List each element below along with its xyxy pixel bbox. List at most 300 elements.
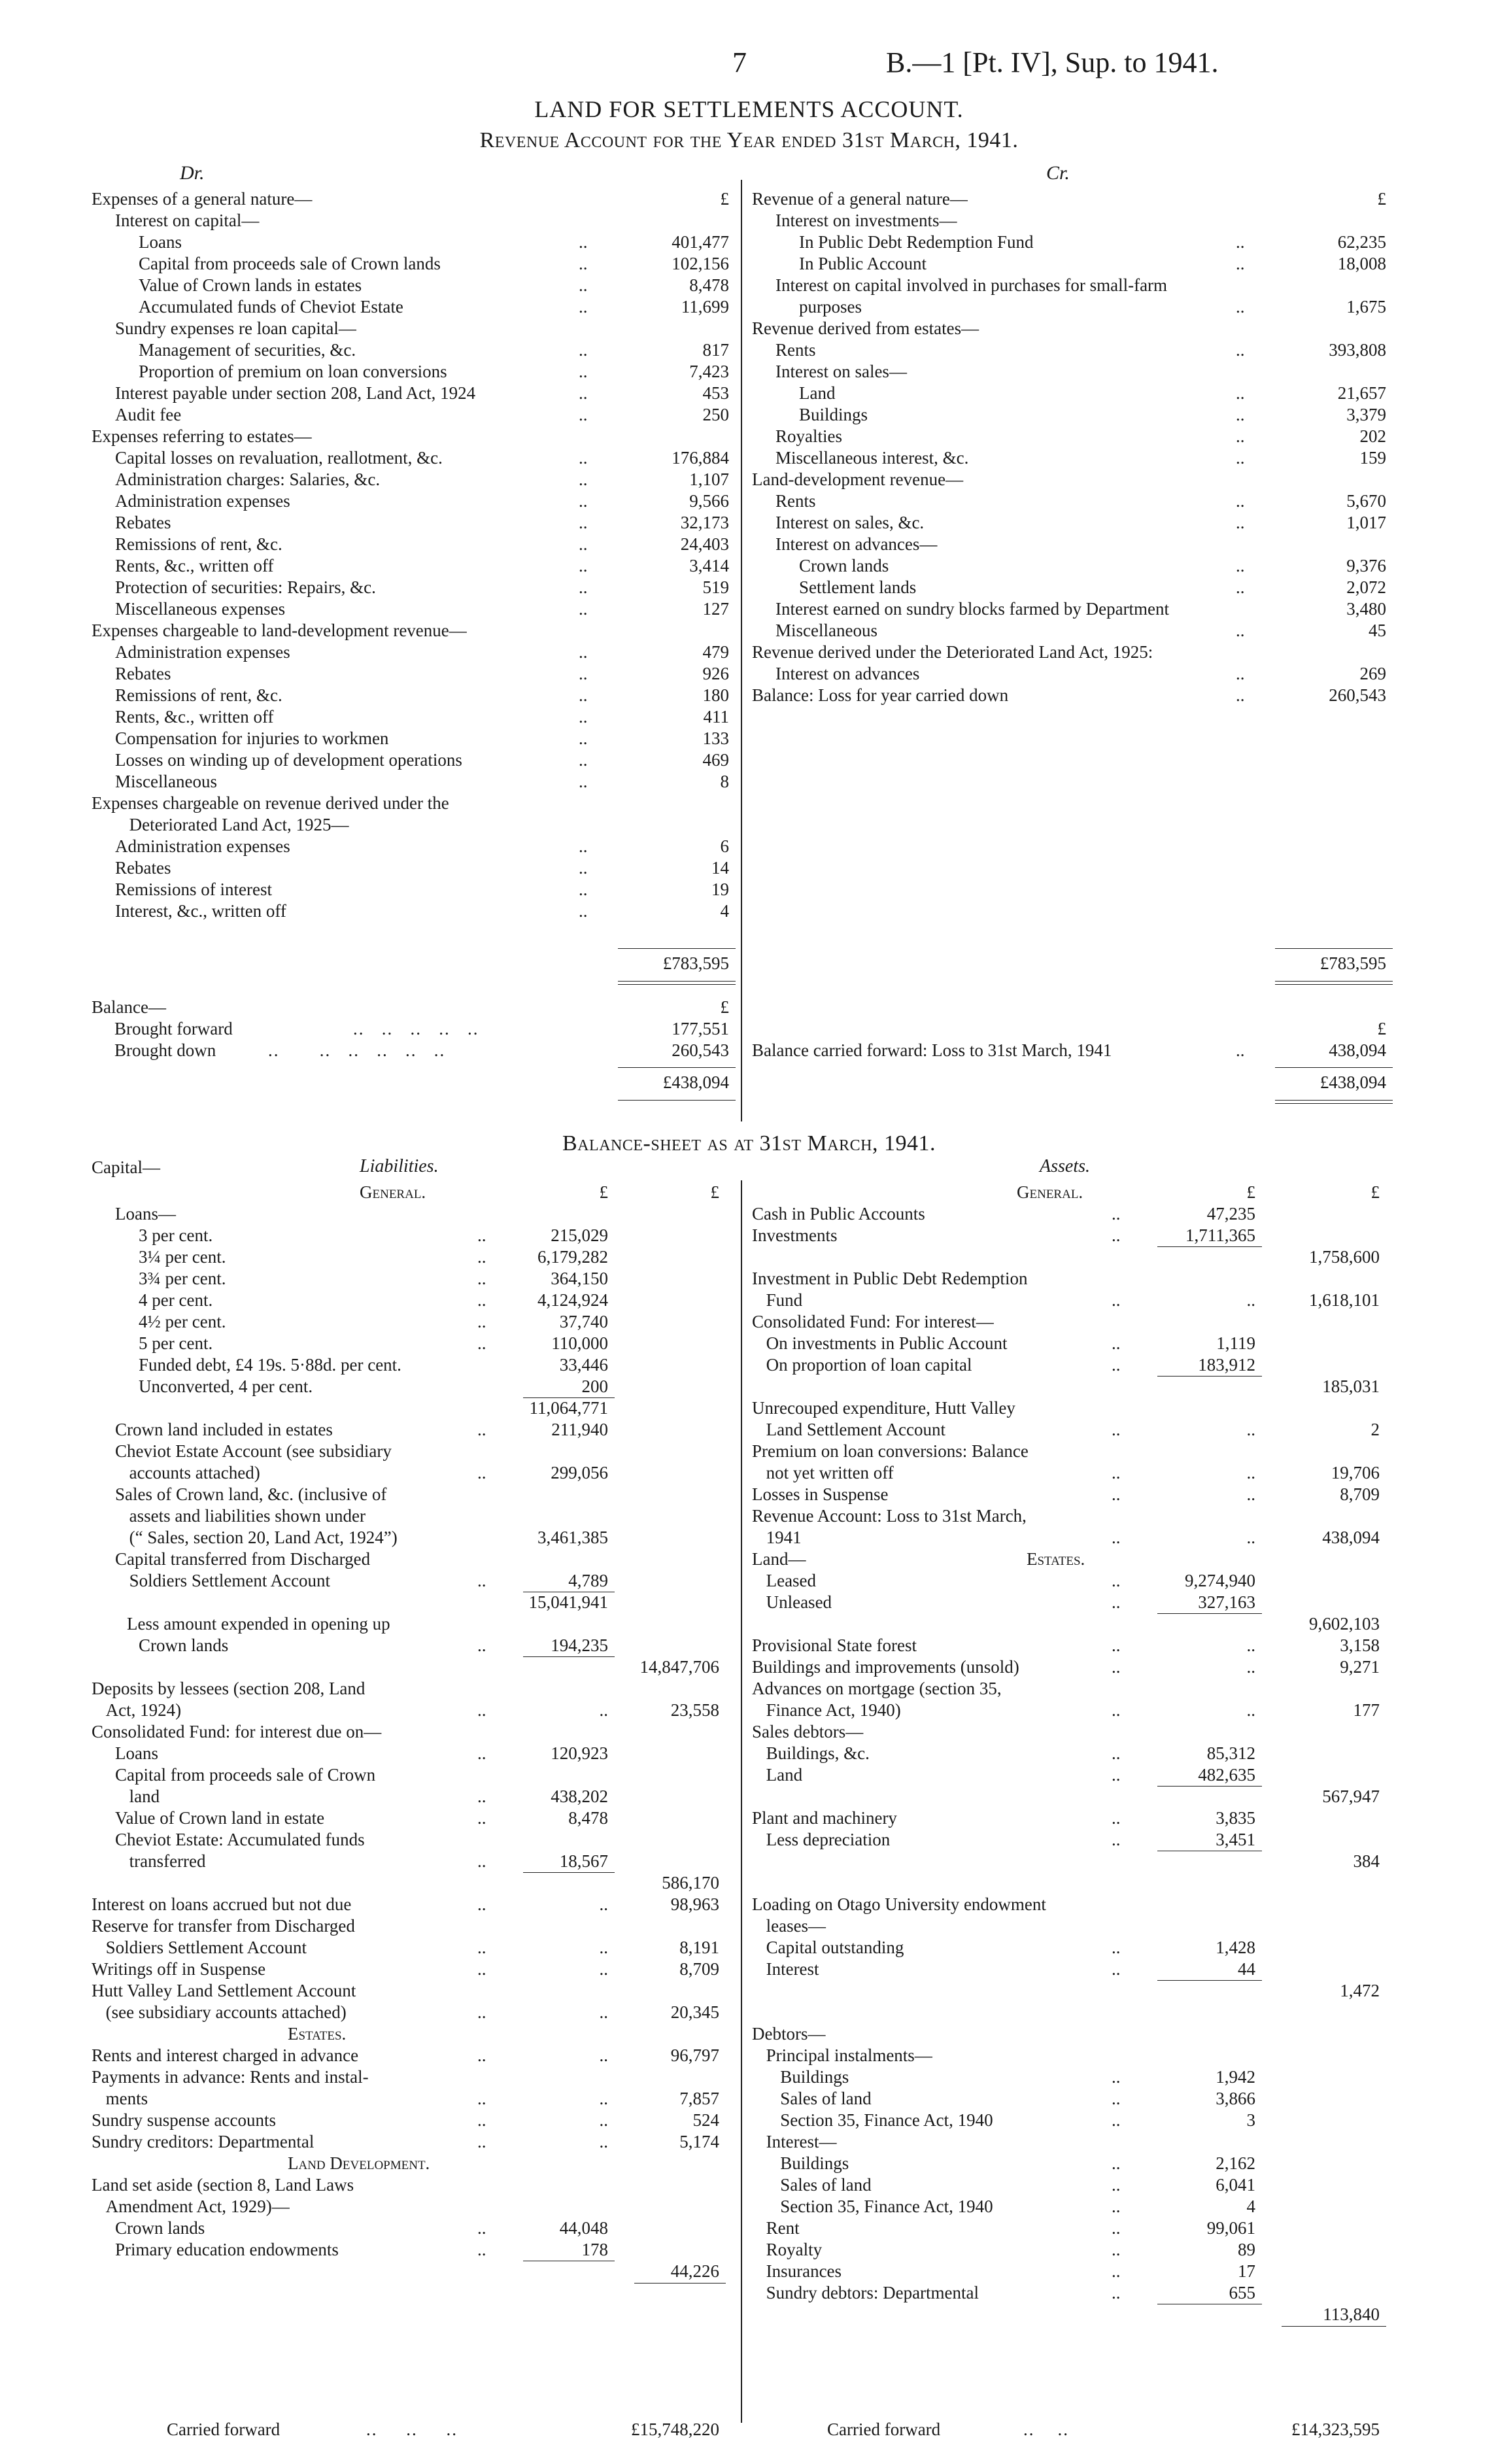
ledger-value: 19 — [711, 880, 729, 899]
leader-dots: .. — [1112, 1204, 1121, 1223]
ledger-value: 3,379 — [1346, 405, 1386, 424]
value-col-2: 438,094 — [1322, 1528, 1380, 1547]
leader-dots: .. — [1236, 254, 1245, 273]
balance-label: Crown lands — [115, 2218, 205, 2238]
leader-dots: .. — [1236, 491, 1245, 511]
balance-label: leases— — [766, 1916, 826, 1936]
leader-dots: .. — [477, 1420, 486, 1439]
balance-label: Premium on loan conversions: Balance — [752, 1441, 1029, 1461]
balance-row — [752, 1743, 1386, 1764]
leader-dots: .. — [579, 772, 588, 791]
ledger-row — [92, 663, 732, 685]
balance-row — [752, 1764, 1386, 1786]
ledger-row — [752, 318, 1386, 339]
balance-row — [752, 1570, 1386, 1592]
ledger-row — [92, 361, 732, 383]
ledger-value: 4 — [720, 901, 729, 921]
ledger-value: 519 — [702, 577, 729, 597]
ledger-row — [752, 426, 1386, 447]
ledger-row — [92, 339, 732, 361]
ledger-label: purposes — [799, 297, 862, 317]
value-col-1: 44,048 — [559, 2218, 608, 2238]
leader-dots: .. — [1112, 2197, 1121, 2216]
balance-label: Sales debtors— — [752, 1722, 864, 1741]
balance-row — [92, 1851, 732, 1872]
balance-label: ments — [105, 2089, 148, 2108]
balance-label: On proportion of loan capital — [766, 1355, 972, 1375]
value-col-1: 3,451 — [1216, 1830, 1255, 1849]
value-col-2: 20,345 — [670, 2002, 719, 2022]
balance-label: Primary education endowments — [115, 2240, 339, 2259]
ledger-row — [92, 534, 732, 555]
leader-dots: .. — [1236, 556, 1245, 575]
rule — [1275, 1103, 1393, 1104]
ledger-label: Revenue derived under the Deteriorated Land Act, 1925: — [752, 642, 1153, 662]
leader-dots: .. — [579, 556, 588, 575]
balance-label: 5 per cent. — [139, 1333, 213, 1353]
value-col-1: 215,029 — [551, 1225, 608, 1245]
ledger-label: Compensation for injuries to workmen — [115, 728, 389, 748]
balance-row — [92, 1915, 732, 1937]
ledger-row — [92, 512, 732, 534]
balance-row — [92, 2088, 732, 2110]
value-col-1: 178 — [581, 2240, 608, 2259]
balance-label: land — [129, 1787, 160, 1806]
ledger-row — [752, 210, 1386, 231]
leader-dots: .. — [579, 750, 588, 770]
ledger-label: Rents, &c., written off — [115, 556, 274, 575]
balance-row — [92, 2066, 732, 2088]
balance-label: Value of Crown land in estate — [115, 1808, 325, 1828]
value-col-1: 89 — [1238, 2240, 1255, 2259]
ledger-row — [92, 253, 732, 275]
ledger-row — [92, 404, 732, 426]
ledger-row — [92, 793, 732, 814]
balance-label: Sundry debtors: Departmental — [766, 2283, 979, 2302]
balance-label: Reserve for transfer from Discharged — [92, 1916, 355, 1936]
rule — [618, 948, 736, 949]
leader-dots: .. — [579, 513, 588, 532]
leader-dots: .. — [1236, 383, 1245, 403]
leader-dots: .. — [1112, 1420, 1121, 1439]
value-col-2: 7,857 — [679, 2089, 719, 2108]
balance-label: Section 35, Finance Act, 1940 — [780, 2110, 993, 2130]
ledger-row — [752, 512, 1386, 534]
rule — [618, 1067, 736, 1068]
ledger-label: In Public Debt Redemption Fund — [799, 232, 1034, 252]
ledger-value: 393,808 — [1329, 340, 1386, 360]
ledger-label: Value of Crown lands in estates — [139, 275, 362, 295]
currency-symbol: £ — [1377, 189, 1386, 209]
ledger-row — [752, 275, 1386, 296]
balance-label: Land set aside (section 8, Land Laws — [92, 2175, 354, 2195]
balance-row — [752, 2304, 1386, 2325]
leader-dots: .. — [1236, 621, 1245, 640]
leader-dots: .. — [1112, 1463, 1121, 1482]
balance-row — [752, 1354, 1386, 1376]
balance-label: 3¼ per cent. — [139, 1247, 226, 1267]
ledger-label: Interest on capital— — [115, 211, 260, 230]
value-col-1: .. — [1246, 1420, 1255, 1439]
balance-row — [752, 2196, 1386, 2217]
liabilities-label: Liabilities. — [360, 1156, 439, 1176]
balance-label: Cheviot Estate Account (see subsidiary — [115, 1441, 392, 1461]
balance-label: On investments in Public Account — [766, 1333, 1008, 1353]
value-col-1: 2,162 — [1216, 2153, 1255, 2173]
ledger-value: 453 — [702, 383, 729, 403]
rule — [1275, 984, 1393, 985]
balance-row — [752, 1807, 1386, 1829]
balance-label: Sales of land — [780, 2089, 872, 2108]
value-col-2: 185,031 — [1322, 1377, 1380, 1396]
leader-dots: .. — [1112, 1571, 1121, 1590]
ledger-row — [92, 210, 732, 231]
value-col-2: 8,191 — [679, 1938, 719, 1957]
balance-row — [92, 1462, 732, 1484]
balance-label: Cheviot Estate: Accumulated funds — [115, 1830, 365, 1849]
balance-row — [752, 2261, 1386, 2282]
balance-row — [92, 2002, 732, 2023]
ledger-label: Interest, &c., written off — [115, 901, 286, 921]
balance-label: (“ Sales, section 20, Land Act, 1924”) — [129, 1528, 398, 1547]
balance-row — [92, 1397, 732, 1419]
value-col-1: .. — [1246, 1484, 1255, 1504]
balance-row — [752, 2002, 1386, 2023]
ledger-row — [92, 469, 732, 490]
ledger-row — [92, 555, 732, 577]
value-col-2: 177 — [1353, 1700, 1380, 1720]
page-number: 7 — [732, 46, 747, 78]
leader-dots: .. — [1112, 2261, 1121, 2281]
estates-label: Estates. — [1027, 1549, 1085, 1569]
value-col-1: .. — [599, 2132, 608, 2151]
ledger-value: 3,414 — [689, 556, 729, 575]
ledger-value: 8,478 — [689, 275, 729, 295]
balance-row — [752, 1786, 1386, 1807]
value-col-1: .. — [599, 1959, 608, 1979]
balance-label: 1941 — [766, 1528, 802, 1547]
leader-dots: .. — [1112, 1484, 1121, 1504]
balance-label: Plant and machinery — [752, 1808, 897, 1828]
ledger-label: Loans — [139, 232, 182, 252]
ledger-value: 176,884 — [672, 448, 729, 468]
balance-label: Leased — [766, 1571, 817, 1590]
ledger-label: Remissions of rent, &c. — [115, 685, 282, 705]
balance-label: Unleased — [766, 1592, 832, 1612]
balance-label: Cash in Public Accounts — [752, 1204, 925, 1223]
balance-label: Sundry creditors: Departmental — [92, 2132, 315, 2151]
balance-row — [92, 2217, 732, 2239]
balance-label: Capital transferred from Discharged — [115, 1549, 371, 1569]
value-col-1: 4,789 — [568, 1571, 608, 1590]
balance-currency-cr: £ — [1377, 1019, 1386, 1038]
balance-row — [752, 2066, 1386, 2088]
value-col-1: 3 — [1246, 2110, 1255, 2130]
balance-row — [752, 1851, 1386, 1872]
value-col-1: 18,567 — [559, 1851, 608, 1871]
ledger-row — [752, 253, 1386, 275]
leader-dots: .. — [1236, 426, 1245, 446]
ledger-row — [752, 383, 1386, 404]
value-col-1: 110,000 — [551, 1333, 608, 1353]
ledger-label: Expenses chargeable on revenue derived under the — [92, 793, 449, 813]
rule — [1275, 1067, 1393, 1068]
leader-dots: .. — [579, 664, 588, 683]
value-col-1: 11,064,771 — [529, 1398, 608, 1418]
balance-row — [92, 2023, 732, 2045]
value-col-1: 200 — [581, 1377, 608, 1396]
assets-table — [752, 1203, 1386, 2325]
ledger-label: Protection of securities: Repairs, &c. — [115, 577, 376, 597]
leader-dots: .. — [579, 858, 588, 878]
balance-credit-total: £438,094 — [1319, 1072, 1386, 1092]
balance-row — [92, 1268, 732, 1290]
value-col-1: .. — [599, 1700, 608, 1720]
value-col-2: 2 — [1370, 1420, 1380, 1439]
balance-row — [92, 1549, 732, 1570]
ledger-row — [92, 383, 732, 404]
ledger-row — [92, 577, 732, 598]
balance-row — [92, 1505, 732, 1527]
balance-row — [752, 2045, 1386, 2066]
balance-label: Crown lands — [139, 1635, 229, 1655]
leader-dots: .. — [477, 1743, 486, 1763]
balance-carried-forward-label: Balance carried forward: Loss to 31st March, 1941 — [752, 1040, 1112, 1060]
ledger-label: Balance: Loss for year carried down — [752, 685, 1009, 705]
value-col-2: 9,602,103 — [1309, 1614, 1380, 1634]
ledger-row — [752, 663, 1386, 685]
balance-label: Loans — [115, 1743, 158, 1763]
leader-dots: .. — [1112, 1290, 1121, 1310]
balance-row — [92, 1570, 732, 1592]
ledger-row — [92, 879, 732, 900]
balance-row — [92, 1376, 732, 1397]
balance-label: Buildings, &c. — [766, 1743, 870, 1763]
balance-label: Interest — [766, 1959, 819, 1979]
ledger-label: Buildings — [799, 405, 868, 424]
balance-row — [752, 1333, 1386, 1354]
balance-row — [92, 1959, 732, 1980]
balance-label: 3 per cent. — [139, 1225, 213, 1245]
leader-dots: .. — [477, 1959, 486, 1979]
balance-label: Principal instalments— — [766, 2045, 932, 2065]
balance-row — [752, 1894, 1386, 1915]
value-col-1: 655 — [1229, 2283, 1255, 2302]
balance-row — [752, 1203, 1386, 1225]
balance-row — [752, 1441, 1386, 1462]
rule — [1275, 948, 1393, 949]
balance-row — [92, 1290, 732, 1311]
value-col-1: .. — [1246, 1463, 1255, 1482]
ledger-label: Rents, &c., written off — [115, 707, 274, 727]
value-col-2: 3,158 — [1340, 1635, 1380, 1655]
ledger-label: Capital from proceeds sale of Crown lands — [139, 254, 441, 273]
balance-row — [92, 2261, 732, 2282]
value-col-1: 85,312 — [1206, 1743, 1255, 1763]
ledger-value: 1,107 — [689, 470, 729, 489]
ledger-value: 3,480 — [1346, 599, 1386, 619]
ledger-label: Interest on advances— — [775, 534, 938, 554]
general-label-liab: General. — [360, 1182, 426, 1202]
balance-label: 4 per cent. — [139, 1290, 213, 1310]
balance-row — [92, 1203, 732, 1225]
ledger-label: Miscellaneous interest, &c. — [775, 448, 969, 468]
ledger-label: Land-development revenue— — [752, 470, 964, 489]
balance-row — [92, 1246, 732, 1268]
leader-dots: .. — [477, 1312, 486, 1331]
ledger-row — [92, 749, 732, 771]
ledger-row — [92, 318, 732, 339]
ledger-label: Rents — [775, 340, 816, 360]
leader-dots: .. — [1236, 405, 1245, 424]
balance-currency: £ — [720, 997, 729, 1017]
balance-label: Interest— — [766, 2132, 837, 2151]
ledger-row — [92, 296, 732, 318]
leader-dots: .. — [1236, 448, 1245, 468]
ledger-row — [752, 339, 1386, 361]
leader-dots: .. — [579, 383, 588, 403]
leader-dots: .. — [1236, 513, 1245, 532]
balance-row — [92, 1354, 732, 1376]
ledger-value: 401,477 — [672, 232, 729, 252]
balance-label: Unrecouped expenditure, Hutt Valley — [752, 1398, 1015, 1418]
value-col-1: 17 — [1238, 2261, 1255, 2281]
value-col-2: 567,947 — [1322, 1787, 1380, 1806]
ledger-row — [92, 728, 732, 749]
leader-dots: .. — [579, 880, 588, 899]
balance-carried-forward-value: 438,094 — [1329, 1040, 1386, 1060]
leader-dots: .. — [477, 2218, 486, 2238]
balance-row — [92, 1441, 732, 1462]
balance-label: assets and liabilities shown under — [129, 1506, 366, 1526]
revenue-credit-table — [752, 188, 1386, 706]
ledger-value: 926 — [702, 664, 729, 683]
leader-dots: .. — [1236, 1040, 1245, 1060]
ledger-label: Administration expenses — [115, 491, 290, 511]
ledger-value: 9,566 — [689, 491, 729, 511]
balance-row — [752, 1376, 1386, 1397]
balance-label: Land— — [752, 1549, 806, 1569]
balance-row — [752, 1484, 1386, 1505]
ledger-label: Interest on investments— — [775, 211, 957, 230]
ledger-label: Expenses of a general nature— — [92, 189, 313, 209]
ledger-label: Proportion of premium on loan conversions — [139, 362, 447, 381]
balance-label: Soldiers Settlement Account — [105, 1938, 307, 1957]
ledger-value: 2,072 — [1346, 577, 1386, 597]
value-col-1: 37,740 — [559, 1312, 608, 1331]
balance-row — [92, 1980, 732, 2002]
leader-dots: .. .. .. — [366, 2420, 458, 2439]
balance-label: Unconverted, 4 per cent. — [139, 1377, 313, 1396]
ledger-value: 250 — [702, 405, 729, 424]
balance-row — [92, 1333, 732, 1354]
ledger-value: 411 — [703, 707, 729, 727]
leader-dots: .. — [579, 297, 588, 317]
ledger-value: 24,403 — [680, 534, 729, 554]
ledger-label: Management of securities, &c. — [139, 340, 356, 360]
leader-dots: .. — [477, 1290, 486, 1310]
balance-row — [92, 2174, 732, 2196]
balance-row — [752, 2023, 1386, 2045]
ledger-value: 45 — [1369, 621, 1386, 640]
balance-label: Buildings — [780, 2153, 849, 2173]
ledger-row — [92, 598, 732, 620]
leader-dots: .. — [1112, 2067, 1121, 2087]
balance-label: Royalty — [766, 2240, 823, 2259]
ledger-value: 133 — [702, 728, 729, 748]
leader-dots: .. — [1112, 1225, 1121, 1245]
balance-label: Land Settlement Account — [766, 1420, 946, 1439]
value-col-2: 98,963 — [670, 1894, 719, 1914]
balance-label: Finance Act, 1940) — [766, 1700, 901, 1720]
balance-label: 4½ per cent. — [139, 1312, 226, 1331]
ledger-value: 9,376 — [1346, 556, 1386, 575]
leader-dots: .. — [579, 836, 588, 856]
ledger-label: Capital losses on revaluation, reallotment, &c. — [115, 448, 443, 468]
ledger-label: Administration charges: Salaries, &c. — [115, 470, 381, 489]
ledger-row — [92, 620, 732, 642]
ledger-label: Interest on capital involved in purchases for small-farm — [775, 275, 1168, 295]
balance-row — [752, 1225, 1386, 1246]
liabilities-table — [92, 1203, 732, 2282]
value-col-2: 384 — [1353, 1851, 1380, 1871]
leader-dots: .. — [579, 448, 588, 468]
value-col-1: .. — [1246, 1528, 1255, 1547]
leader-dots: .. — [477, 1635, 486, 1655]
brought-down-value: 260,543 — [672, 1040, 729, 1060]
balance-row — [752, 1721, 1386, 1743]
balance-label: Less amount expended in opening up — [127, 1614, 390, 1634]
leader-dots: .. — [477, 1894, 486, 1914]
balance-label: Capital from proceeds sale of Crown — [115, 1765, 376, 1785]
leader-dots: .. — [477, 1269, 486, 1288]
balance-label: transferred — [129, 1851, 206, 1871]
leader-dots: .. .. — [1023, 2420, 1069, 2439]
leader-dots: .. — [1112, 2240, 1121, 2259]
value-col-2: 96,797 — [670, 2045, 719, 2065]
capital-label: Capital— — [92, 1157, 160, 1177]
ledger-label: Royalties — [775, 426, 842, 446]
balance-label: Deposits by lessees (section 208, Land — [92, 1679, 366, 1698]
balance-row — [752, 1872, 1386, 1894]
ledger-label: Sundry expenses re loan capital— — [115, 318, 356, 338]
value-col-2: 1,758,600 — [1309, 1247, 1380, 1267]
ledger-row — [752, 534, 1386, 555]
balance-row — [92, 1829, 732, 1851]
balance-row — [752, 1268, 1386, 1290]
balance-row — [92, 1613, 732, 1635]
ledger-value: 1,675 — [1346, 297, 1386, 317]
leader-dots: .. — [477, 1700, 486, 1720]
balance-row — [92, 1937, 732, 1959]
ledger-label: Expenses chargeable to land-development revenue— — [92, 621, 467, 640]
ledger-row — [92, 188, 732, 210]
value-col-1: .. — [1246, 1635, 1255, 1655]
balance-row — [92, 1635, 732, 1656]
value-col-2: 8,709 — [1340, 1484, 1380, 1504]
leader-dots: .. — [1112, 1528, 1121, 1547]
ledger-row — [752, 577, 1386, 598]
balance-label: Rents and interest charged in advance — [92, 2045, 359, 2065]
balance-row — [752, 2088, 1386, 2110]
ledger-row — [752, 361, 1386, 383]
balance-row — [752, 2153, 1386, 2174]
revenue-debit-table — [92, 188, 732, 922]
balance-row — [752, 1700, 1386, 1721]
ledger-value: 180 — [702, 685, 729, 705]
ledger-row — [752, 447, 1386, 469]
ledger-label: Rebates — [115, 664, 171, 683]
